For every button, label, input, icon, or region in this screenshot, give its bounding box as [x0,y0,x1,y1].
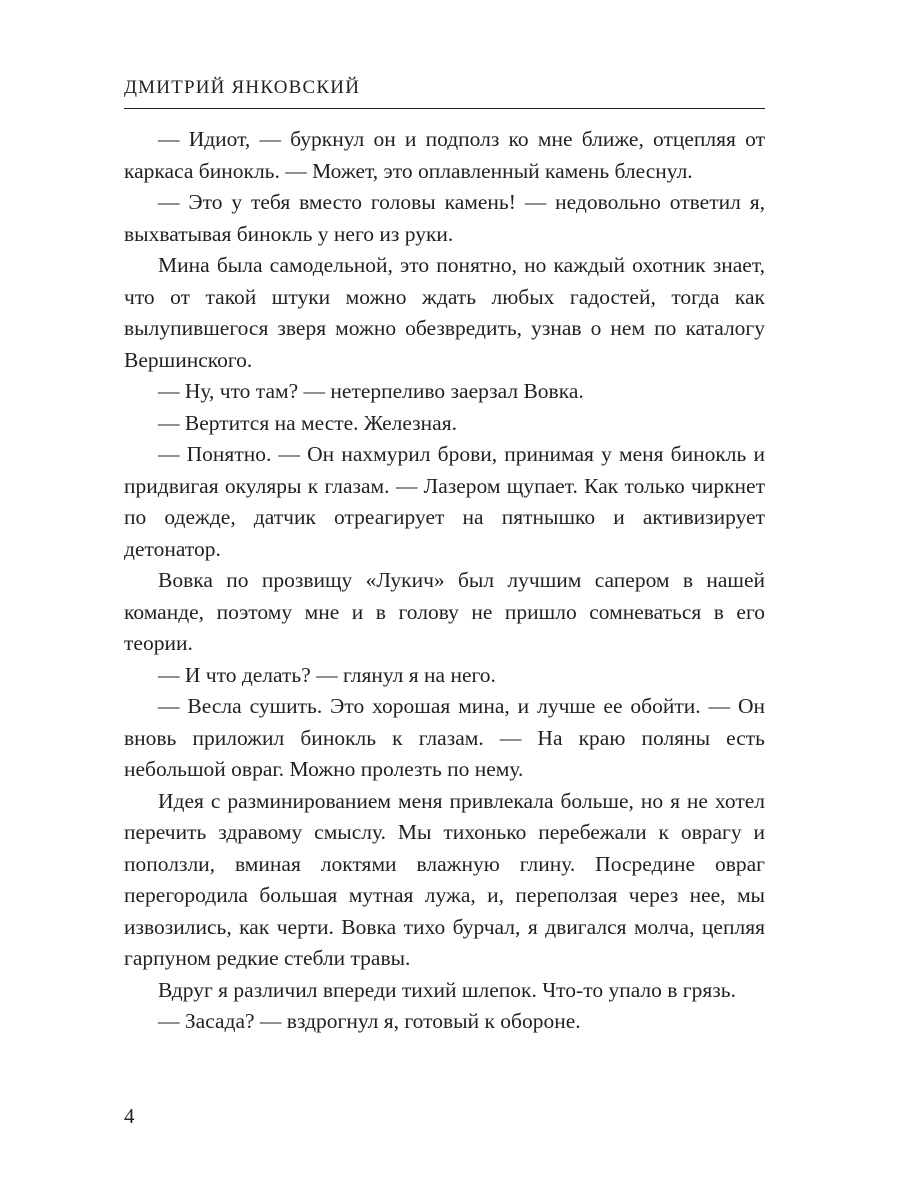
paragraph: — Засада? — вздрогнул я, готовый к обороне. [158,1009,581,1033]
body-text [124,124,765,1038]
paragraph: Мина была самодельной, это понятно, но каждый охотник знает, что от такой штуки можно ждать любых гадостей, тогда как вылупившегося зверя можно обезвредить, узнав о нем по каталогу Вершинского. [124,253,765,372]
paragraph: Идея с разминированием меня привлекала больше, но я не хотел перечить здравому смыслу. Мы тихонько перебежали к оврагу и поползли, вминая локтями влажную глину. Посредине овраг перегородила большая мутная лужа, и, переползая через нее, мы извозились, как черти. Вовка тихо бурчал, я двигался молча, цепляя гарпуном редкие стебли травы. [124,788,765,970]
paragraph: — Ну, что там? — нетерпеливо заерзал Вовка. [158,379,584,403]
paragraph: — Идиот, — буркнул он и подполз ко мне ближе, отцепляя от каркаса бинокль. — Может, это оплавленный камень блеснул. [124,127,765,183]
running-head-author: ДМИТРИЙ ЯНКОВСКИЙ [124,77,361,98]
paragraph: — Это у тебя вместо головы камень! — недовольно ответил я, выхватывая бинокль у него из руки. [124,190,765,246]
paragraph: — Вертится на месте. Железная. [158,410,457,435]
paragraph: — Весла сушить. Это хорошая мина, и лучше ее обойти. — Он вновь приложил бинокль к глазам. — На краю поляны есть небольшой овраг. Можно пролезть по нему. [124,694,765,781]
paragraph: Вдруг я различил впереди тихий шлепок. Что-то упало в грязь. [158,977,736,1002]
paragraph: — Понятно. — Он нахмурил брови, принимая у меня бинокль и придвигая окуляры к глазам. — Лазером щупает. Как только чиркнет по одежде, датчик отреагирует на пятнышко и активизирует детонатор. [124,442,765,561]
paragraph: — И что делать? — глянул я на него. [158,662,496,687]
header-rule [124,108,765,109]
paragraph: Вовка по прозвищу «Лукич» был лучшим сапером в нашей команде, поэтому мне и в голову не пришло сомневаться в его теории. [124,568,765,655]
page-number: 4 [124,1104,135,1128]
